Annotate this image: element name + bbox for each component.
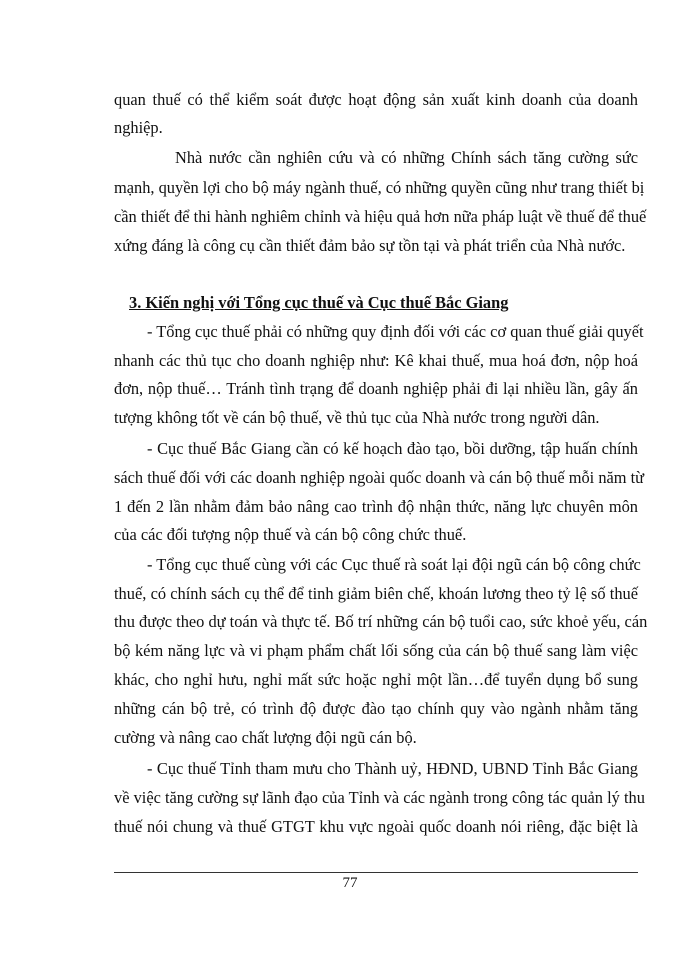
paragraph-line: - Tổng cục thuế phải có những quy định đối với các cơ quan thuế giải quyết: [147, 322, 644, 341]
paragraph-line: mạnh, quyền lợi cho bộ máy ngành thuế, có những quyền cũng như trang thiết bị: [114, 178, 645, 197]
paragraph-line: đơn, nộp thuế… Tránh tình trạng để doanh nghiệp phải đi lại nhiều lần, gây ấn: [114, 379, 638, 398]
paragraph-line: - Cục thuế Bắc Giang cần có kế hoạch đào tạo, bồi dưỡng, tập huấn chính: [147, 439, 638, 458]
page-number: 77: [342, 875, 358, 891]
paragraph-line: sách thuế đối với các doanh nghiệp ngoài quốc doanh và cán bộ thuế mỗi năm từ: [114, 468, 645, 487]
paragraph-line: xứng đáng là công cụ cần thiết đảm bảo sự tồn tại và phát triển của Nhà nước.: [114, 236, 626, 255]
paragraph-line: khác, cho nghỉ hưu, nghỉ mất sức hoặc nghỉ một lần…để tuyển dụng bổ sung: [114, 670, 638, 689]
paragraph-line: - Cục thuế Tỉnh tham mưu cho Thành uỷ, HĐND, UBND Tỉnh Bắc Giang: [147, 759, 638, 778]
paragraph-line: cường và nâng cao chất lượng đội ngũ cán bộ.: [114, 728, 417, 747]
paragraph-line: thuế nói chung và thuế GTGT khu vực ngoài quốc doanh nói riêng, đặc biệt là: [114, 817, 638, 836]
paragraph-line: bộ kém năng lực và vi phạm phẩm chất lối sống của cán bộ thuế sang làm việc: [114, 641, 638, 660]
paragraph-line: cần thiết để thi hành nghiêm chỉnh và hiệu quả hơn nữa pháp luật về thuế để thuế: [114, 207, 647, 226]
footer-divider: [114, 872, 638, 873]
section-heading: 3. Kiến nghị với Tổng cục thuế và Cục thuế Bắc Giang: [129, 293, 509, 312]
paragraph-line: - Tổng cục thuế cùng với các Cục thuế rà soát lại đội ngũ cán bộ công chức: [147, 555, 641, 574]
paragraph-line: thu được theo dự toán và thực tế. Bố trí những cán bộ tuổi cao, sức khoẻ yếu, cán: [114, 612, 648, 631]
paragraph-line: quan thuế có thể kiểm soát được hoạt động sản xuất kinh doanh của doanh: [114, 90, 638, 109]
paragraph-line: của các đối tượng nộp thuế và cán bộ công chức thuế.: [114, 525, 467, 544]
paragraph-line: nghiệp.: [114, 118, 163, 137]
paragraph-line: thuế, có chính sách cụ thể để tinh giảm biên chế, khoán lương theo tỷ lệ số thuế: [114, 584, 638, 603]
paragraph-line: những cán bộ trẻ, có trình độ được đào tạo chính quy vào ngành nhằm tăng: [114, 699, 638, 718]
paragraph-line: về việc tăng cường sự lãnh đạo của Tỉnh và các ngành trong công tác quản lý thu: [114, 788, 645, 807]
paragraph-line: Nhà nước cần nghiên cứu và có những Chính sách tăng cường sức: [175, 148, 638, 167]
paragraph-line: 1 đến 2 lần nhằm đảm bảo nâng cao trình độ nhận thức, năng lực chuyên môn: [114, 497, 638, 516]
paragraph-line: nhanh các thủ tục cho doanh nghiệp như: Kê khai thuế, mua hoá đơn, nộp hoá: [114, 351, 638, 370]
paragraph-line: tượng không tốt về cán bộ thuế, về thủ tục của Nhà nước trong người dân.: [114, 408, 600, 427]
